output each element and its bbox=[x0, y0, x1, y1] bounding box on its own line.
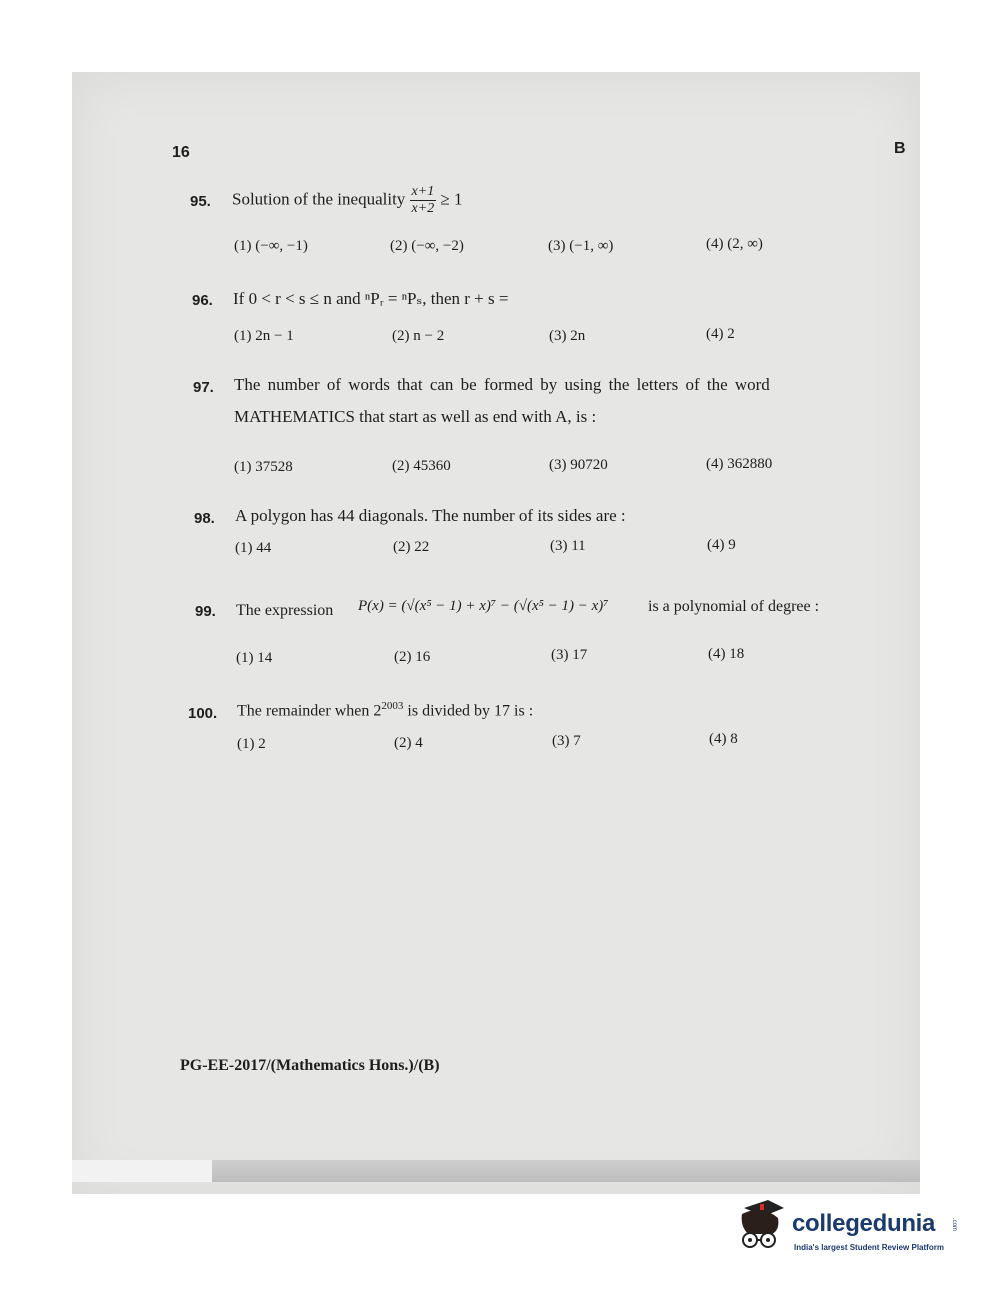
option-2: (2) 45360 bbox=[392, 458, 451, 474]
question-text-suffix: is a polynomial of degree : bbox=[648, 598, 820, 615]
brand-name: collegedunia bbox=[792, 1210, 936, 1237]
mascot-icon bbox=[734, 1196, 790, 1256]
fraction-numerator: x+1 bbox=[411, 184, 435, 199]
option-2: (2) 16 bbox=[394, 649, 431, 665]
question-set-label: B bbox=[894, 140, 906, 157]
question-text-prefix: The expression bbox=[236, 602, 334, 619]
scan-edge bbox=[72, 1160, 212, 1182]
question-text-line-1: The number of words that can be formed by using the letters of the word bbox=[234, 375, 770, 394]
paper-code-footer: PG-EE-2017/(Mathematics Hons.)/(B) bbox=[180, 1057, 440, 1074]
option-4: (4) 362880 bbox=[706, 456, 773, 472]
option-4: (4) 18 bbox=[708, 646, 745, 662]
fraction-denominator: x+2 bbox=[411, 201, 435, 216]
option-1: (1) 2n − 1 bbox=[234, 328, 294, 344]
brand-suffix: .com bbox=[951, 1218, 957, 1232]
option-1: (1) 37528 bbox=[234, 459, 293, 475]
fraction bbox=[410, 184, 437, 217]
option-1: (1) (−∞, −1) bbox=[234, 238, 308, 254]
option-3: (3) 11 bbox=[550, 538, 586, 554]
option-2: (2) 4 bbox=[394, 735, 423, 751]
question-text-prefix: The remainder when 2 bbox=[237, 702, 382, 720]
question-text-suffix: is divided by 17 is : bbox=[403, 702, 534, 720]
option-1: (1) 14 bbox=[236, 650, 273, 666]
option-4: (4) (2, ∞) bbox=[706, 236, 763, 252]
page-number: 16 bbox=[172, 144, 190, 161]
collegedunia-watermark bbox=[734, 1196, 964, 1256]
question-text: A polygon has 44 diagonals. The number of its sides are : bbox=[235, 506, 626, 525]
option-3: (3) (−1, ∞) bbox=[548, 238, 614, 254]
option-2: (2) (−∞, −2) bbox=[390, 238, 464, 254]
option-1: (1) 44 bbox=[235, 540, 272, 556]
question-number: 100. bbox=[188, 705, 218, 722]
option-3: (3) 90720 bbox=[549, 457, 608, 473]
question-number: 98. bbox=[194, 510, 215, 527]
option-2: (2) n − 2 bbox=[392, 328, 445, 344]
question-text-prefix: Solution of the inequality bbox=[232, 189, 406, 209]
option-1: (1) 2 bbox=[237, 736, 266, 752]
option-3: (3) 17 bbox=[551, 647, 588, 663]
question-text-suffix: ≥ 1 bbox=[440, 189, 463, 209]
option-2: (2) 22 bbox=[393, 539, 430, 555]
scanned-page bbox=[72, 72, 920, 1194]
question-number: 95. bbox=[190, 193, 211, 210]
option-4: (4) 8 bbox=[709, 731, 738, 747]
question-text bbox=[237, 700, 533, 720]
question-number: 97. bbox=[193, 379, 214, 396]
question-number: 96. bbox=[192, 292, 213, 309]
exponent: 2003 bbox=[381, 700, 404, 712]
polynomial-expression: P(x) = (√(x⁵ − 1) + x)⁷ − (√(x⁵ − 1) − x)⁷ bbox=[358, 598, 609, 614]
option-4: (4) 9 bbox=[707, 537, 736, 553]
question-text: If 0 < r < s ≤ n and ⁿPᵣ = ⁿPₛ, then r + s = bbox=[233, 289, 509, 308]
question-text-line-2: MATHEMATICS that start as well as end with A, is : bbox=[234, 407, 597, 426]
option-4: (4) 2 bbox=[706, 326, 735, 342]
option-3: (3) 7 bbox=[552, 733, 581, 749]
brand-tagline: India's largest Student Review Platform bbox=[794, 1243, 944, 1252]
question-number: 99. bbox=[195, 603, 216, 620]
scan-shadow-strip bbox=[212, 1160, 920, 1182]
option-3: (3) 2n bbox=[549, 328, 586, 344]
question-text bbox=[232, 184, 463, 217]
